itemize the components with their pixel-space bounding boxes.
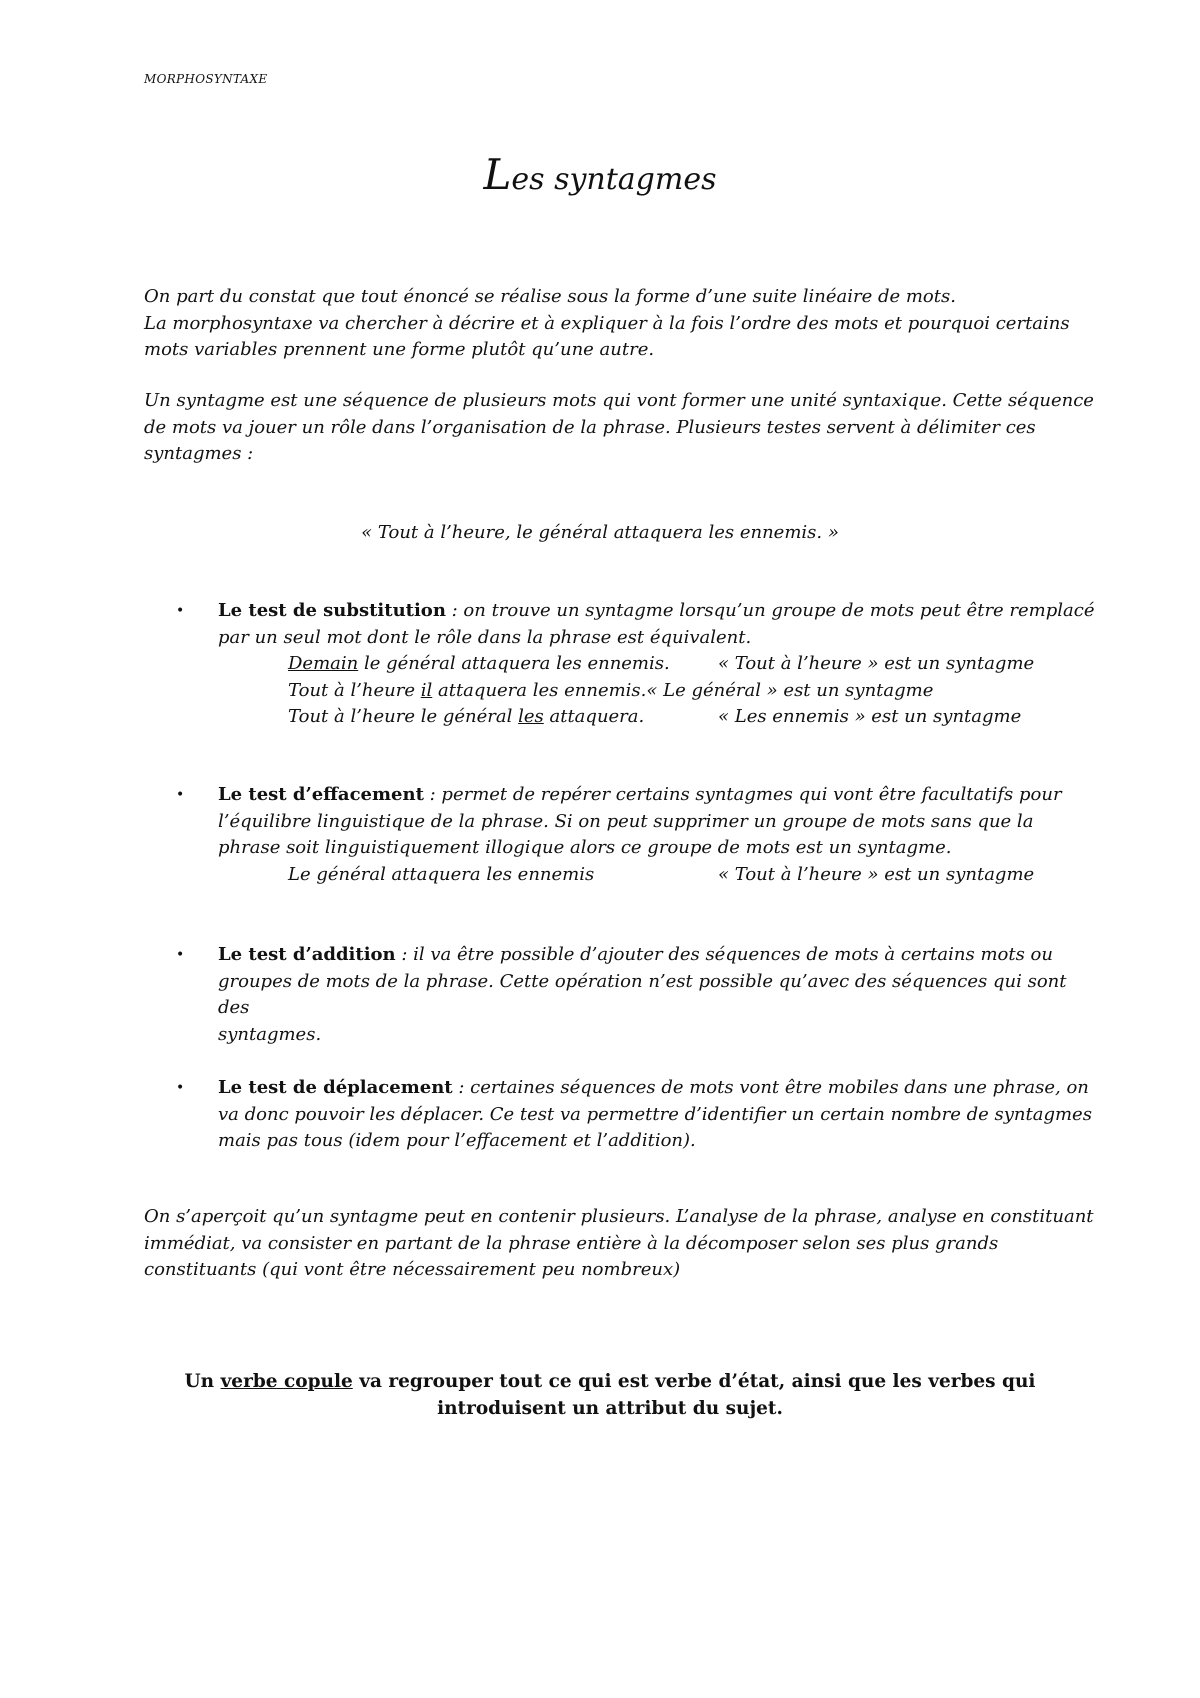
substituted-word: Demain: [288, 653, 359, 674]
bullet-substitution: [176, 598, 1096, 731]
bullet-icon: •: [176, 787, 185, 803]
bullet-description: phrase soit linguistiquement illogique alors ce groupe de mots est un syntagme.: [218, 837, 952, 858]
copula-definition: [150, 1368, 1070, 1422]
analysis-line: On s’aperçoit qu’un syntagme peut en contenir plusieurs. L’analyse de la phrase, analyse en constituant: [144, 1206, 1094, 1227]
bullet-description: : certaines séquences de mots vont être mobiles dans une phrase, on: [452, 1077, 1089, 1098]
example-text: Tout à l’heure: [288, 679, 421, 701]
example-text: attaquera les ennemis.: [432, 679, 647, 701]
bullet-heading: Le test d’addition: [218, 944, 396, 965]
definition-line: Un syntagme est une séquence de plusieurs mots qui vont former une unité syntaxique. Cette séquence: [144, 390, 1094, 411]
bullet-description: : permet de repérer certains syntagmes qui vont être facultatifs pour: [423, 784, 1062, 805]
bullet-description: : il va être possible d’ajouter des séquences de mots à certains mots ou: [395, 944, 1053, 965]
final-text: Un: [184, 1371, 221, 1392]
analysis-paragraph: [144, 1204, 1094, 1284]
bullet-heading: Le test de substitution: [218, 600, 446, 621]
bullet-description: : on trouve un syntagme lorsqu’un groupe de mots peut être remplacé: [445, 600, 1095, 621]
example-row: [176, 704, 1096, 731]
example-row: [176, 651, 1096, 678]
bullet-description: va donc pouvoir les déplacer. Ce test va permettre d’identifier un certain nombre de syntagmes: [218, 1103, 1092, 1125]
page-header: MORPHOSYNTAXE: [144, 72, 268, 86]
example-conclusion: « Tout à l’heure » est un syntagme: [718, 863, 1035, 885]
example-sentence: [288, 704, 644, 731]
intro-line: On part du constat que tout énoncé se réalise sous la forme d’une suite linéaire de mots.: [144, 286, 956, 307]
bullet-description: par un seul mot dont le rôle dans la phrase est équivalent.: [218, 626, 752, 648]
analysis-line: immédiat, va consister en partant de la phrase entière à la décomposer selon ses plus grands: [144, 1232, 999, 1254]
substituted-word: il: [420, 679, 433, 701]
example-text: Tout à l’heure le général: [288, 706, 519, 727]
example-sentence: Le général attaquera les ennemis: [288, 863, 595, 885]
title-rest: es syntagmes: [511, 162, 717, 197]
bullet-description: groupes de mots de la phrase. Cette opération n’est possible qu’avec des séquences qui sont des: [218, 970, 1067, 1018]
bullet-description: syntagmes.: [218, 1023, 322, 1045]
intro-paragraph: [144, 284, 1094, 364]
bullet-icon: •: [176, 603, 185, 619]
bullet-heading: Le test d’effacement: [218, 784, 424, 805]
example-sentence: [288, 651, 670, 678]
substituted-word: les: [518, 706, 544, 727]
example-conclusion: « Les ennemis » est un syntagme: [718, 706, 1022, 727]
bullet-description: mais pas tous (idem pour l’effacement et l’addition).: [218, 1130, 696, 1151]
bullet-heading: Le test de déplacement: [218, 1077, 453, 1098]
final-text: introduisent un attribut du sujet.: [437, 1398, 783, 1419]
intro-line: mots variables prennent une forme plutôt qu’une autre.: [144, 339, 655, 360]
example-quote: « Tout à l’heure, le général attaquera les ennemis. »: [361, 522, 839, 543]
bullet-icon: •: [176, 1080, 185, 1096]
intro-line: La morphosyntaxe va chercher à décrire et à expliquer à la fois l’ordre des mots et pourquoi certains: [144, 312, 1070, 334]
bullet-addition: [176, 942, 1096, 1048]
bullet-effacement: [176, 782, 1096, 888]
final-text: va regrouper tout ce qui est verbe d’état, ainsi que les verbes qui: [352, 1371, 1036, 1392]
bullet-deplacement: [176, 1075, 1096, 1155]
bullet-description: l’équilibre linguistique de la phrase. Si on peut supprimer un groupe de mots sans que la: [218, 810, 1034, 832]
analysis-line: constituants (qui vont être nécessairement peu nombreux): [144, 1259, 681, 1280]
page-title: [0, 150, 1200, 199]
example-sentence: [288, 678, 933, 705]
example-text: attaquera.: [543, 706, 645, 727]
definition-paragraph: [144, 388, 1094, 468]
example-conclusion: « Le général » est un syntagme: [646, 679, 934, 701]
example-conclusion: « Tout à l’heure » est un syntagme: [718, 653, 1035, 674]
example-text: le général attaquera les ennemis.: [358, 653, 670, 674]
example-row: [176, 862, 1096, 889]
definition-line: de mots va jouer un rôle dans l’organisation de la phrase. Plusieurs testes servent à délimiter ces: [144, 416, 1036, 438]
definition-line: syntagmes :: [144, 443, 254, 464]
title-initial: L: [483, 150, 512, 199]
bullet-icon: •: [176, 947, 185, 963]
copula-term: verbe copule: [220, 1371, 353, 1392]
example-row: [176, 678, 1096, 705]
